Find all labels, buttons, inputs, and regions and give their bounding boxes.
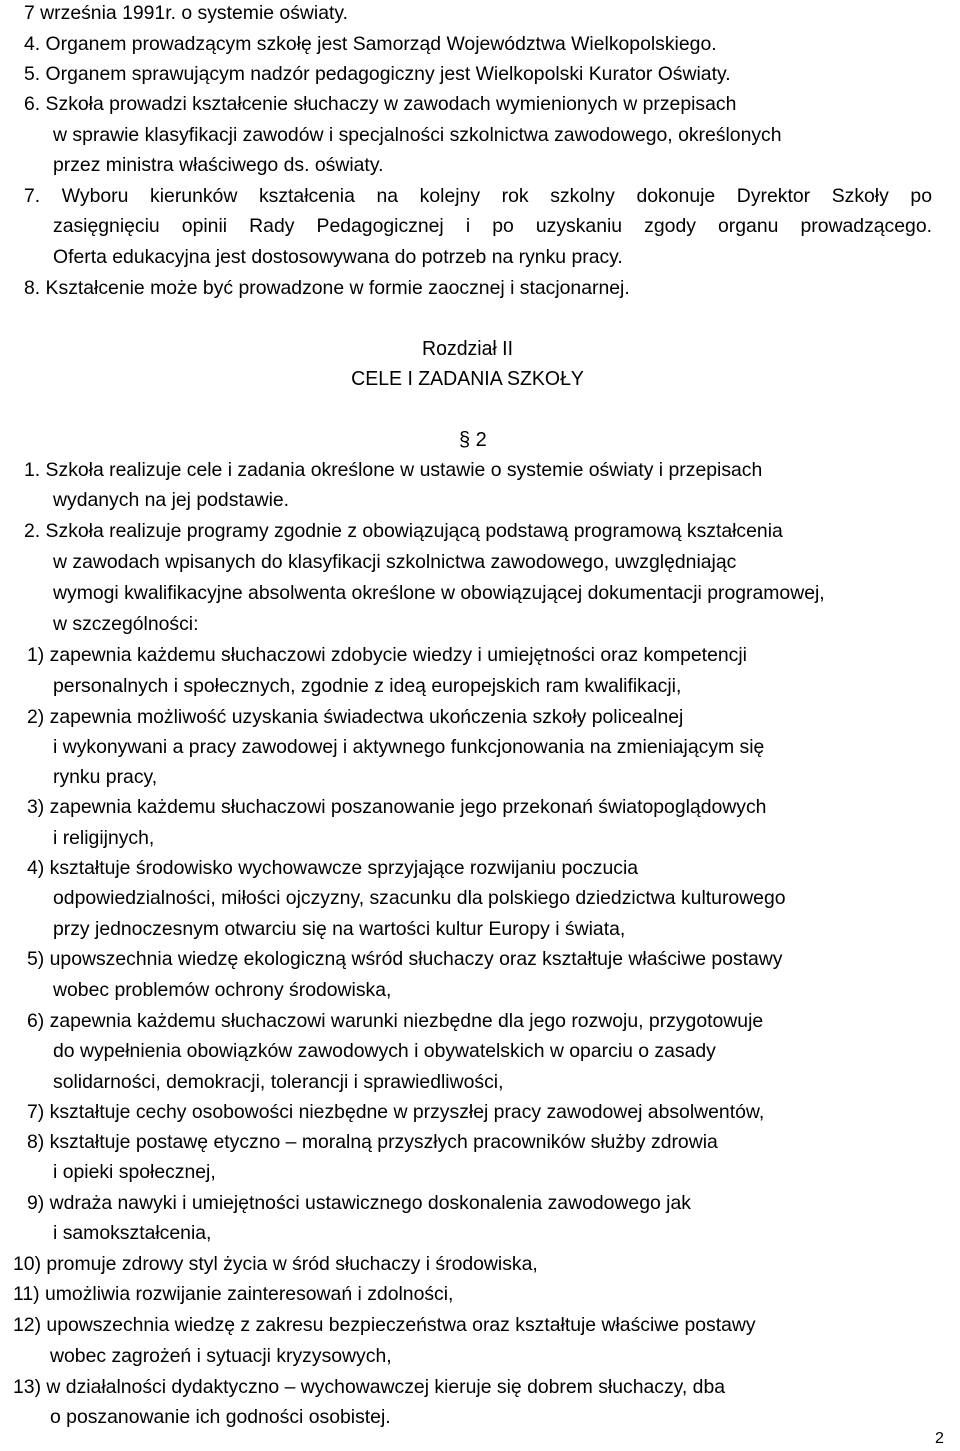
list-item-continuation: i samokształcenia, <box>53 1222 212 1244</box>
text-line: wydanych na jej podstawie. <box>53 489 290 511</box>
list-item: 9) wdraża nawyki i umiejętności ustawicznego doskonalenia zawodowego jak <box>27 1192 691 1214</box>
section-marker: § 2 <box>459 429 487 451</box>
text-line: 1. Szkoła realizuje cele i zadania określone w ustawie o systemie oświaty i przepisach <box>24 459 763 481</box>
text-line: 4. Organem prowadzącym szkołę jest Samorząd Województwa Wielkopolskiego. <box>24 33 717 55</box>
list-item-continuation: przy jednoczesnym otwarciu się na wartości kultur Europy i świata, <box>53 918 626 940</box>
chapter-number: Rozdział II <box>422 338 513 360</box>
list-item: 3) zapewnia każdemu słuchaczowi poszanowanie jego przekonań światopoglądowych <box>27 796 767 818</box>
text-line: 7 września 1991r. o systemie oświaty. <box>24 2 349 24</box>
list-item: 8) kształtuje postawę etyczno – moralną przyszłych pracowników służby zdrowia <box>27 1131 718 1153</box>
list-item: 12) upowszechnia wiedzę z zakresu bezpieczeństwa oraz kształtuje właściwe postawy <box>13 1314 756 1336</box>
list-item: 10) promuje zdrowy styl życia w śród słuchaczy i środowiska, <box>13 1253 538 1275</box>
list-item: 1) zapewnia każdemu słuchaczowi zdobycie wiedzy i umiejętności oraz kompetencji <box>27 644 747 666</box>
text-line: zasięgnięciu opinii Rady Pedagogicznej i po uzyskaniu zgody organu prowadzącego. <box>53 215 932 237</box>
list-item: 11) umożliwia rozwijanie zainteresowań i zdolności, <box>13 1283 454 1305</box>
list-item: 4) kształtuje środowisko wychowawcze sprzyjające rozwijaniu poczucia <box>27 857 639 879</box>
list-item-continuation: wobec zagrożeń i sytuacji kryzysowych, <box>50 1345 392 1367</box>
text-line: 5. Organem sprawującym nadzór pedagogiczny jest Wielkopolski Kurator Oświaty. <box>24 63 731 85</box>
list-item-continuation: i wykonywani a pracy zawodowej i aktywnego funkcjonowania na zmieniającym się <box>53 736 765 758</box>
list-item: 5) upowszechnia wiedzę ekologiczną wśród słuchaczy oraz kształtuje właściwe postawy <box>27 948 783 970</box>
list-item-continuation: i religijnych, <box>53 827 155 849</box>
text-line: wymogi kwalifikacyjne absolwenta określone w obowiązującej dokumentacji programowej, <box>53 582 825 604</box>
list-item-continuation: o poszanowanie ich godności osobistej. <box>50 1406 391 1428</box>
list-item: 6) zapewnia każdemu słuchaczowi warunki niezbędne dla jego rozwoju, przygotowuje <box>27 1010 764 1032</box>
text-line: 7. Wyboru kierunków kształcenia na kolejny rok szkolny dokonuje Dyrektor Szkoły po <box>24 185 932 207</box>
text-line: 6. Szkoła prowadzi kształcenie słuchaczy w zawodach wymienionych w przepisach <box>24 93 737 115</box>
list-item-continuation: i opieki społecznej, <box>53 1161 216 1183</box>
chapter-title: CELE I ZADANIA SZKOŁY <box>351 368 584 390</box>
list-item: 2) zapewnia możliwość uzyskania świadectwa ukończenia szkoły policealnej <box>27 706 684 728</box>
list-item-continuation: wobec problemów ochrony środowiska, <box>53 979 392 1001</box>
list-item-continuation: do wypełnienia obowiązków zawodowych i obywatelskich w oparciu o zasady <box>53 1040 716 1062</box>
page-number: 2 <box>935 1430 944 1447</box>
text-line: w szczególności: <box>53 613 199 635</box>
text-line: Oferta edukacyjna jest dostosowywana do potrzeb na rynku pracy. <box>53 246 623 268</box>
list-item-continuation: personalnych i społecznych, zgodnie z ideą europejskich ram kwalifikacji, <box>53 675 682 697</box>
text-line: w zawodach wpisanych do klasyfikacji szkolnictwa zawodowego, uwzględniając <box>53 551 737 573</box>
list-item: 13) w działalności dydaktyczno – wychowawczej kieruje się dobrem słuchaczy, dba <box>13 1376 726 1398</box>
list-item: 7) kształtuje cechy osobowości niezbędne w przyszłej pracy zawodowej absolwentów, <box>27 1101 765 1123</box>
list-item-continuation: solidarności, demokracji, tolerancji i sprawiedliwości, <box>53 1071 504 1093</box>
text-line: 8. Kształcenie może być prowadzone w formie zaocznej i stacjonarnej. <box>24 277 630 299</box>
text-line: 2. Szkoła realizuje programy zgodnie z obowiązującą podstawą programową kształcenia <box>24 520 783 542</box>
list-item-continuation: odpowiedzialności, miłości ojczyzny, szacunku dla polskiego dziedzictwa kulturowego <box>53 887 786 909</box>
text-line: przez ministra właściwego ds. oświaty. <box>53 154 384 176</box>
text-line: w sprawie klasyfikacji zawodów i specjalności szkolnictwa zawodowego, określonych <box>53 124 782 146</box>
list-item-continuation: rynku pracy, <box>53 766 158 788</box>
